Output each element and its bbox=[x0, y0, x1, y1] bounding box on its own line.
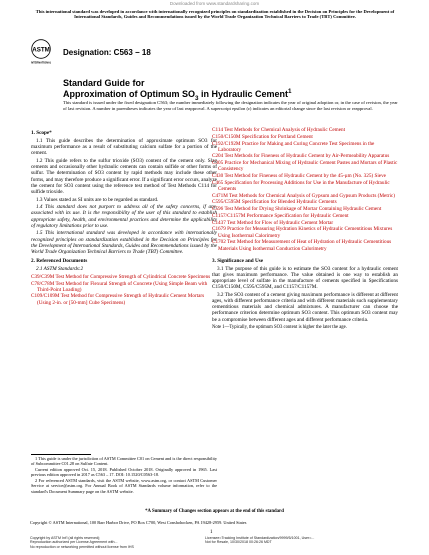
left-column bbox=[31, 127, 217, 306]
license-line: Licensee=Tracking Institute of Standardization/9999/5/1001, User=... bbox=[205, 536, 315, 540]
svg-text:ASTM: ASTM bbox=[32, 46, 50, 54]
note-1: Note 1—Typically, the optimum SO3 content is higher the later the age. bbox=[212, 324, 347, 330]
reference-link[interactable]: C465 Specification for Processing Additions for Use in the Manufacture of Hydraulic Cements bbox=[212, 179, 390, 192]
right-column bbox=[212, 127, 398, 330]
footnote-divider bbox=[31, 454, 91, 455]
page-number: 1 bbox=[210, 530, 213, 535]
license-line: No reproduction or networking permitted without license from IHS bbox=[30, 544, 134, 549]
reference-link[interactable]: C1157/C1157M Performance Specification for Hydraulic Cement bbox=[212, 212, 349, 219]
title-line-1: Standard Guide for bbox=[63, 78, 145, 88]
title-line-2: Approximation of Optimum $SO_3$ in Hydraulic Cement$^1$ bbox=[63, 87, 292, 102]
footnotes bbox=[31, 456, 217, 495]
footnote-1: 1 This guide is under the jurisdiction of ASTM Committee C01 on Cement and is the direct responsibility of Subcommittee C01.28 on Sulfate Content. bbox=[31, 456, 217, 467]
para-3-2: 3.2 The SO3 content of a cement giving maximum performance is different at different ages, with different performance criteria and with different materials such supplementary cementitious materials and chemical admixtures. A manufacturer can choose the performance criterion determine optimum SO3 content. This optimum SO3 content may be a compromise between different ages and different performance criteria. bbox=[212, 291, 398, 323]
reference-link[interactable]: C1702 Test Method for Measurement of Heat of Hydration of Hydraulic Cementitious Materials Using Isothermal Conduction Calorimetry bbox=[212, 239, 392, 252]
section-heading-significance: 3. Significance and Use bbox=[212, 257, 264, 264]
para-3-1: 3.1 The purpose of this guide is to estimate the SO3 content for a hydraulic cement that gives maximum performance. The value obtained is one way to establish an appropriate level of sulfate in the manufacture of cements specified in Specifications C150/C150M, C595/C595M, and C1157/C1157M. bbox=[212, 265, 398, 291]
reference-link[interactable]: C150/C150M Specification for Portland Cement bbox=[212, 133, 313, 140]
reference-link[interactable]: C596 Test Method for Drying Shrinkage of Mortar Containing Hydraulic Cement bbox=[212, 206, 382, 213]
license-info-right bbox=[205, 536, 415, 545]
summary-of-changes-notice: *A Summary of Changes section appears at the end of this standard bbox=[145, 509, 284, 514]
para-1-1: 1.1 This guide describes the determination of approximate optimum SO3 for maximum performance as a result of substituting calcium sulfate for a portion of the cement. bbox=[31, 138, 217, 157]
astm-logo-icon bbox=[31, 39, 51, 65]
top-notice: This international standard was developed in accordance with internationally recognized principles on standardization established in the Decision on Principles for the Development of International Standards, Guides and Recommendations issued by the World Trade Organization Technical Barriers to Trade (TBT) Committee. bbox=[35, 9, 395, 20]
section-heading-referenced-documents: 2. Referenced Documents bbox=[31, 257, 88, 264]
reference-link[interactable]: C204 Test Methods for Fineness of Hydraulic Cement by Air-Permeability Apparatus bbox=[212, 153, 390, 160]
license-line: Not for Resale, 10/30/2018 00:26:26 MDT bbox=[205, 540, 272, 545]
copyright-line: Copyright © ASTM International, 100 Barr Harbor Drive, PO Box C700, West Conshohocken, PA 19428-2959. United States bbox=[30, 520, 247, 525]
reference-link[interactable]: C39/C39M Test Method for Compressive Strength of Cylindrical Concrete Specimens bbox=[31, 273, 211, 280]
para-1-5: 1.5 This international standard was developed in accordance with internationally recognized principles on standardization established in the Decision on Principles for the Development of International Standards, Guides and Recommendations issued by the World Trade Organization Technical Barriers to Trade (TBT) Committee. bbox=[31, 230, 217, 255]
reference-link[interactable]: C78/C78M Test Method for Flexural Strength of Concrete (Using Simple Beam with Third-Point Loading) bbox=[31, 280, 208, 293]
footnote-1-edition: Current edition approved Oct. 15, 2018. Published October 2018. Originally approved in 1965. Last previous edition approved in 2017 as C563 – 17. DOI: 10.1520/C0563-18. bbox=[31, 467, 217, 478]
svg-text:INTERNATIONAL: INTERNATIONAL bbox=[31, 61, 51, 65]
para-2-1: 2.1 ASTM Standards:2 bbox=[36, 266, 84, 273]
document-title bbox=[63, 78, 403, 102]
footnote-2: 2 For referenced ASTM standards, visit the ASTM website, www.astm.org, or contact ASTM Customer Service at service@astm.org. For Annual Book of ASTM Standards volume information, refer to the standard's Document Summary page on the ASTM website. bbox=[31, 478, 217, 494]
para-1-3: 1.3 Values stated as SI units are to be regarded as standard. bbox=[36, 196, 159, 203]
reference-link[interactable]: C430 Test Method for Fineness of Hydraulic Cement by the 45-µm (No. 325) Sieve bbox=[212, 173, 386, 180]
license-line: Copyright by ASTM Int'l (all rights reserved); bbox=[30, 536, 101, 540]
section-heading-scope: 1. Scope* bbox=[31, 130, 52, 136]
reference-link[interactable]: C471M Test Methods for Chemical Analysis of Gypsum and Gypsum Products (Metric) bbox=[212, 192, 395, 199]
reference-link[interactable]: C1437 Test Method for Flow of Hydraulic Cement Mortar bbox=[212, 219, 334, 226]
reference-link[interactable]: C192/C192M Practice for Making and Curing Concrete Test Specimens in the Laboratory bbox=[212, 140, 375, 153]
reference-link[interactable]: C305 Practice for Mechanical Mixing of Hydraulic Cement Pastes and Mortars of Plastic Consistency bbox=[212, 160, 398, 173]
reference-link[interactable]: C109/C109M Test Method for Compressive Strength of Hydraulic Cement Mortars (Using 2-in. or [50-mm] Cube Specimens) bbox=[31, 293, 205, 306]
title-note: This standard is issued under the fixed designation C563; the number immediately following the designation indicates the year of original adoption or, in the case of revision, the year of last revision. A number in parentheses indicates the year of last reapproval. A superscript epsilon (ε) indicates an editorial change since the last revision or reapproval. bbox=[63, 100, 398, 111]
reference-link[interactable]: C114 Test Methods for Chemical Analysis of Hydraulic Cement bbox=[212, 127, 346, 133]
reference-link[interactable]: C595/C595M Specification for Blended Hydraulic Cements bbox=[212, 199, 337, 206]
para-1-4: 1.4 This standard does not purport to address all of the safety concerns, if any, associated with its use. It is the responsibility of the user of this standard to establish appropriate safety, health, and environmental practices and determine the applicability of regulatory limitations prior to use. bbox=[31, 204, 217, 229]
designation: Designation: C563 − 18 bbox=[63, 48, 151, 57]
download-banner: Downloaded from www.standardsharing.com bbox=[169, 1, 260, 6]
license-line: Reproduction authorized per License Agreement with... bbox=[30, 540, 118, 545]
reference-link[interactable]: C1679 Practice for Measuring Hydration Kinetics of Hydraulic Cementitious Mixtures Using Isothermal Calorimetry bbox=[212, 226, 393, 239]
para-1-2: 1.2 This guide refers to the sulfur trioxide (SO3) content of the cement only. Slag cements and occasionally other hydraulic cements can contain sulfide or other forms of sulfur. The determination of SO3 content by rapid methods may include these other forms, and may therefore produce a significant error. If a significant error occurs, analyze the cement for SO3 content using the reference test method of Test Methods C114 for sulfide trioxide. bbox=[31, 158, 217, 195]
